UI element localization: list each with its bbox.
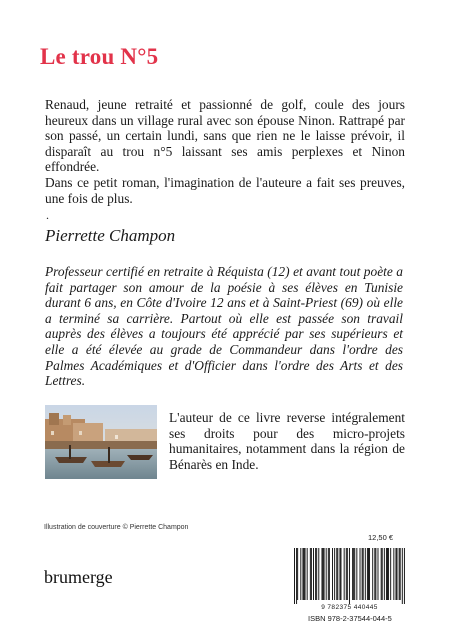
- barcode-bar: [321, 548, 322, 600]
- separator-dot: .: [46, 208, 49, 222]
- varanasi-photo-image: [45, 405, 157, 479]
- barcode-bar: [356, 548, 357, 600]
- barcode-bar: [390, 548, 391, 600]
- publisher-logo: brumerge: [44, 567, 113, 587]
- barcode-bar: [374, 548, 375, 600]
- barcode-bar: [305, 548, 306, 600]
- barcode-bar: [302, 548, 303, 600]
- barcode-bar: [313, 548, 314, 600]
- barcode-bar: [332, 548, 333, 600]
- barcode-bar: [344, 548, 345, 600]
- barcode-bar: [341, 548, 342, 600]
- barcode-bar: [337, 548, 338, 600]
- barcode-bar: [300, 548, 301, 600]
- barcode-bar: [362, 548, 363, 600]
- barcode-bar: [346, 548, 347, 600]
- barcode-bar: [304, 548, 305, 600]
- barcode-bar: [307, 548, 308, 600]
- barcode-bar: [315, 548, 316, 600]
- barcode-bar: [316, 548, 317, 600]
- barcode-bar: [329, 548, 330, 600]
- barcode-bar: [382, 548, 383, 600]
- synopsis-paragraph-1: Renaud, jeune retraité et passionné de golf, coule des jours heureux dans un village rural avec son épouse Ninon. Rattrapé par son passé, un certain lundi, sans que rien ne le laisse prévoir, il disparaît au trou n°5 laissant ses amis perplexes et Ninon effondrée.: [45, 97, 405, 175]
- barcode-bar: [375, 548, 376, 600]
- barcode-bar: [395, 548, 396, 600]
- author-name: Pierrette Champon: [45, 226, 176, 245]
- barcode-bar: [388, 548, 389, 600]
- isbn-label: ISBN 978-2-37544-044-5: [308, 614, 392, 623]
- author-bio: Professeur certifié en retraite à Réquista (12) et avant tout poète a fait partager son amour de la poésie à ses élèves en Tunisie durant 6 ans, en Côte d'Ivoire 12 ans et à Saint-Priest (69) où elle a terminé sa carrière. Partout où elle est passée son travail auprès des élèves a toujours été apprécié par ses supérieurs et elle a été élevée au grade de Commandeur dans l'ordre des Palmes Académiques et d'Officier dans l'ordre des Arts et des Lettres.: [45, 264, 403, 389]
- barcode-bar: [397, 548, 398, 600]
- barcode-bars: [294, 548, 405, 604]
- cover-credit: Illustration de couverture © Pierrette Champon: [44, 524, 189, 531]
- barcode-bar: [365, 548, 366, 600]
- barcode-bar: [354, 548, 355, 600]
- barcode-bar: [367, 548, 368, 600]
- barcode-bar: [402, 548, 403, 604]
- barcode: [294, 548, 405, 604]
- barcode-bar: [347, 548, 348, 600]
- barcode-bar: [318, 548, 319, 600]
- barcode-bar: [393, 548, 394, 600]
- price-label: 12,50 €: [368, 533, 394, 542]
- barcode-bar: [323, 548, 324, 600]
- barcode-bar: [369, 548, 370, 600]
- barcode-bar: [296, 548, 297, 604]
- barcode-bar: [353, 548, 354, 600]
- barcode-digits: 9 782375 440445: [321, 604, 378, 611]
- barcode-bar: [294, 548, 295, 604]
- barcode-bar: [352, 548, 353, 600]
- varanasi-photo: [45, 405, 157, 479]
- barcode-bar: [310, 548, 311, 600]
- barcode-bar: [400, 548, 401, 600]
- barcode-bar: [399, 548, 400, 600]
- barcode-bar: [404, 548, 405, 604]
- barcode-bar: [384, 548, 385, 600]
- barcode-bar: [387, 548, 388, 600]
- barcode-bar: [326, 548, 327, 600]
- barcode-bar: [328, 548, 329, 600]
- barcode-bar: [372, 548, 373, 600]
- barcode-bar: [360, 548, 361, 600]
- barcode-bar: [378, 548, 379, 600]
- barcode-bar: [324, 548, 325, 600]
- barcode-bar: [339, 548, 340, 600]
- barcode-bar: [386, 548, 387, 600]
- barcode-bar: [311, 548, 312, 600]
- synopsis: [45, 97, 405, 206]
- barcode-bar: [349, 548, 350, 604]
- donation-statement: L'auteur de ce livre reverse intégralement ses droits pour des micro-projets humanitaires, notamment dans la région de Bénarès en Inde.: [169, 410, 405, 472]
- barcode-bar: [297, 548, 298, 600]
- book-title: Le trou N°5: [40, 44, 159, 69]
- barcode-bar: [336, 548, 337, 600]
- barcode-bar: [363, 548, 364, 600]
- synopsis-paragraph-2: Dans ce petit roman, l'imagination de l'auteure a fait ses preuves, une fois de plus.: [45, 174, 405, 206]
- barcode-bar: [334, 548, 335, 600]
- barcode-bar: [381, 548, 382, 600]
- barcode-bar: [368, 548, 369, 600]
